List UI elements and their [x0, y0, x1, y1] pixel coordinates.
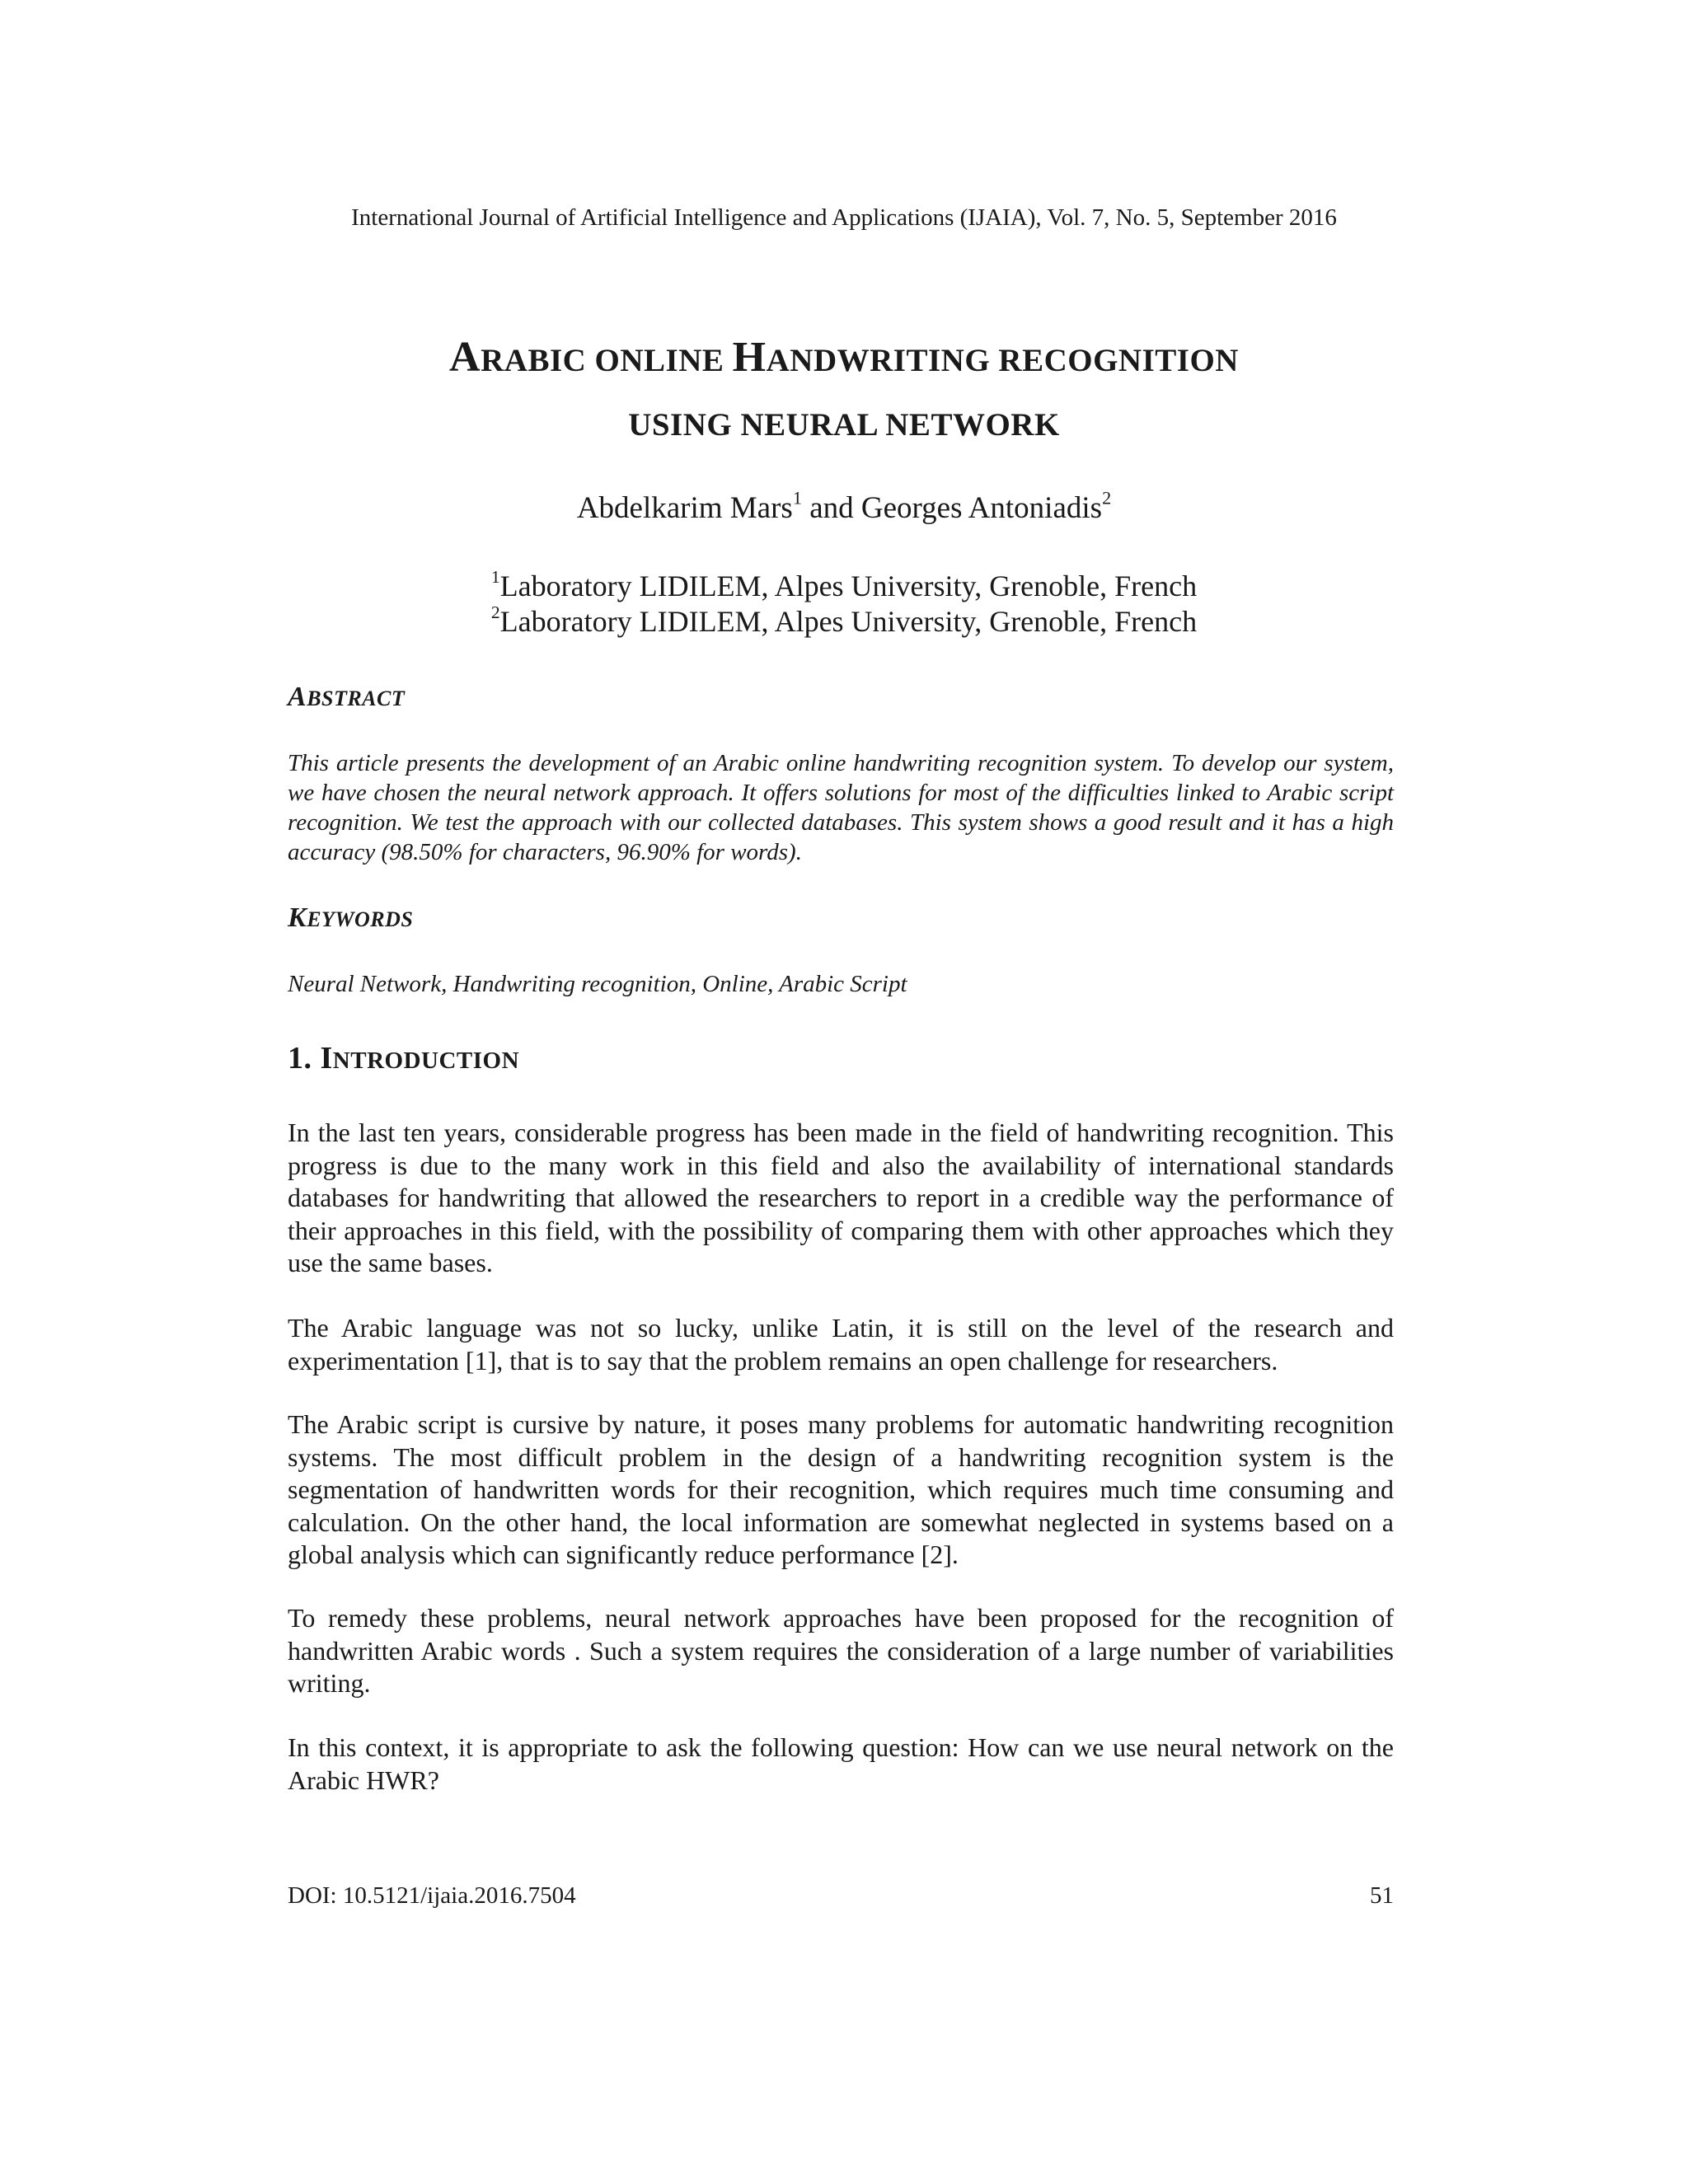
introduction-paragraph: In the last ten years, considerable progress has been made in the field of handwriting recognition. This progress is due to the many work in this field and also the availability of international standards databases for handwriting that allowed the researchers to report in a credible way the performance of their approaches in this field, with the possibility of comparing them with other approaches which they use the same bases.: [288, 1118, 1394, 1277]
paper-title: [0, 326, 1688, 457]
journal-running-header: International Journal of Artificial Intelligence and Applications (IJAIA), Vol. 7, No. 5, September 2016: [351, 204, 1337, 231]
title-line-1: ARABIC ONLINE HANDWRITING RECOGNITION: [449, 334, 1239, 381]
affiliation-2: $^2$Laboratory LIDILEM, Alpes University, Grenoble, French: [490, 602, 1198, 638]
author-2-affiliation-mark: 2: [1102, 487, 1112, 509]
author-line: [0, 487, 1688, 526]
keywords-heading: KEYWORDS: [288, 902, 414, 933]
introduction-paragraph: To remedy these problems, neural network approaches have been proposed for the recognition of handwritten Arabic words . Such a system requires the consideration of a large number of variabilities writing.: [288, 1603, 1394, 1698]
author-2: and Georges Antoniadis: [801, 491, 1103, 525]
introduction-paragraph: In this context, it is appropriate to ask the following question: How can we use neural network on the Arabic HWR?: [288, 1732, 1394, 1795]
page-number: 51: [1370, 1882, 1394, 1909]
affiliations: [0, 566, 1688, 640]
introduction-paragraph: The Arabic language was not so lucky, unlike Latin, it is still on the level of the research and experimentation [1], that is to say that the problem remains an open challenge for researchers.: [288, 1313, 1394, 1376]
doi-footer: DOI: 10.5121/ijaia.2016.7504: [288, 1882, 576, 1909]
introduction-paragraph: The Arabic script is cursive by nature, it poses many problems for automatic handwriting recognition systems. The most difficult problem in the design of a handwriting recognition system is the segmentation of handwritten words for their recognition, which requires much time consuming and calculation. On the other hand, the local information are somewhat neglected in systems based on a global analysis which can significantly reduce performance [2].: [288, 1409, 1394, 1569]
abstract-heading: ABSTRACT: [288, 682, 406, 712]
affiliation-1: $^1$Laboratory LIDILEM, Alpes University, Grenoble, French: [490, 566, 1198, 602]
author-1-affiliation-mark: 1: [792, 487, 802, 509]
keywords-text: Neural Network, Handwriting recognition, Online, Arabic Script: [288, 971, 907, 997]
introduction-heading: 1. INTRODUCTION: [288, 1041, 520, 1076]
abstract-text: This article presents the development of an Arabic online handwriting recognition system. To develop our system, we have chosen the neural network approach. It offers solutions for most of the difficulties linked to Arabic script recognition. We test the approach with our collected databases. This system shows a good result and it has a high accuracy (98.50% for characters, 96.90% for words).: [288, 750, 1394, 865]
author-1: Abdelkarim Mars: [576, 491, 793, 525]
title-line-2: USING NEURAL NETWORK: [628, 407, 1060, 443]
